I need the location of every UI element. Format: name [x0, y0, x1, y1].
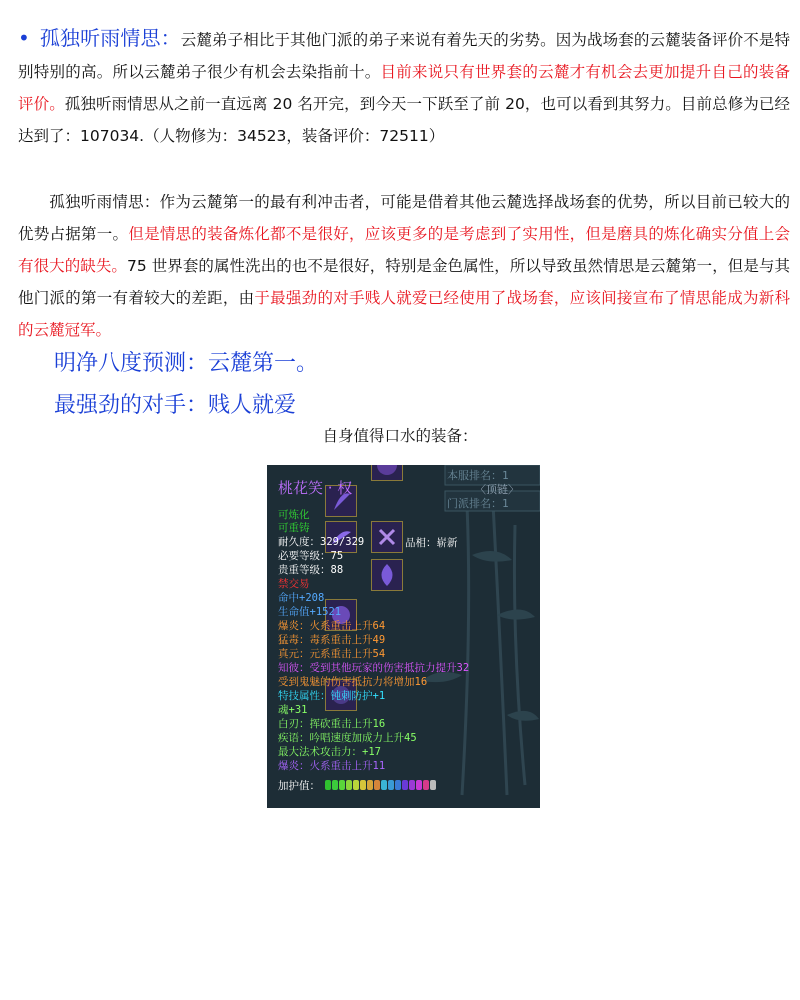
- attribute-line: 白刃：挥砍重击上升16: [278, 718, 386, 730]
- paragraph-analysis: [18, 186, 790, 346]
- recast-status: 可重铸: [278, 522, 310, 534]
- intro-highlight: 目前来说只有世界套的云麓才有机会去更加提升自己的装备评价。: [18, 63, 790, 113]
- analysis-highlight-2: 于最强劲的对手贱人就爱已经使用了战场套，应该间接宣布了情思能成为新科的云麓冠军。: [18, 289, 790, 339]
- intro-text-2: 孤独听雨情思从之前一直远离 20 名开完，到今天一下跃至了前 20，也可以看到其努力。目前总修为已经达到了：107034.（人物修为：34523，装备评价：72511）: [18, 95, 790, 145]
- attribute-line: 爆炎：火系重击上升64: [278, 620, 386, 632]
- skill-attribute: 特技属性：钝刺防护+1: [278, 690, 386, 702]
- school-rank: 门派排名：1: [447, 497, 509, 510]
- attribute-line: 真元：元系重击上升54: [278, 648, 386, 660]
- attribute-line: 猛毒：毒系重击上升49: [278, 634, 386, 646]
- guard-value-gauge: [325, 780, 436, 790]
- top-chain-link[interactable]: 〈顶链〉: [475, 483, 519, 496]
- soul-stat: 魂+31: [278, 704, 308, 716]
- analysis-text: 孤独听雨情思：作为云麓第一的最有利冲击者，可能是借着其他云麓选择战场套的优势，所以目前已较大的优势占据第一。: [18, 193, 790, 243]
- server-rank: 本服排名：1: [447, 469, 509, 482]
- item-name: 桃花笑 · 权: [278, 479, 353, 497]
- value-level: 贵重等级：88: [278, 564, 344, 576]
- no-trade-flag: 禁交易: [278, 578, 310, 590]
- equipment-slot-icon[interactable]: [371, 465, 403, 481]
- hit-stat: 命中+208: [278, 592, 325, 604]
- required-level: 必要等级：75: [278, 550, 344, 562]
- analysis-highlight-1: 但是情思的装备炼化都不是很好，应该更多的是考虑到了实用性，但是磨具的炼化确实分值上会有很大的缺失。: [18, 225, 790, 275]
- bullet-point: •: [18, 26, 30, 50]
- item-quality: 品相：崭新: [405, 537, 458, 549]
- prediction-heading: 明净八度预测：云麓第一。: [54, 351, 319, 376]
- guard-value-label: 加护值：: [278, 780, 320, 792]
- attribute-line: 受到鬼魅的伤害抵抗力将增加16: [278, 676, 428, 688]
- paragraph-solo-intro: [18, 22, 790, 152]
- attribute-line: 知彼：受到其他玩家的伤害抵抗力提升32: [278, 662, 470, 674]
- analysis-text-2: 75 世界套的属性洗出的也不是很好，特别是金色属性，所以导致虽然情思是云麓第一，但是与其他门派的第一有着较大的差距，由: [18, 257, 790, 307]
- equipment-slot-icon[interactable]: [371, 521, 403, 553]
- image-caption: 自身值得口水的装备：: [322, 427, 478, 445]
- attribute-line: 爆炎：火系重击上升11: [278, 760, 386, 772]
- attribute-line: 最大法术攻击力：+17: [278, 746, 381, 758]
- rival-heading: 最强劲的对手：贱人就爱: [54, 393, 297, 418]
- hp-stat: 生命值+1521: [278, 606, 342, 618]
- intro-text: 云麓弟子相比于其他门派的弟子来说有着先天的劣势。因为战场套的云麓装备评价不是特别特别的高。所以云麓弟子很少有机会去染指前十。: [18, 31, 790, 81]
- player-heading: 孤独听雨情思：: [39, 26, 181, 50]
- attribute-line: 疾语：吟唱速度加成力上升45: [278, 732, 417, 744]
- refine-status: 可炼化: [278, 509, 310, 521]
- equipment-slot-icon[interactable]: [371, 559, 403, 591]
- equipment-tooltip-screenshot: [267, 465, 540, 808]
- durability: 耐久度：329/329: [278, 536, 365, 548]
